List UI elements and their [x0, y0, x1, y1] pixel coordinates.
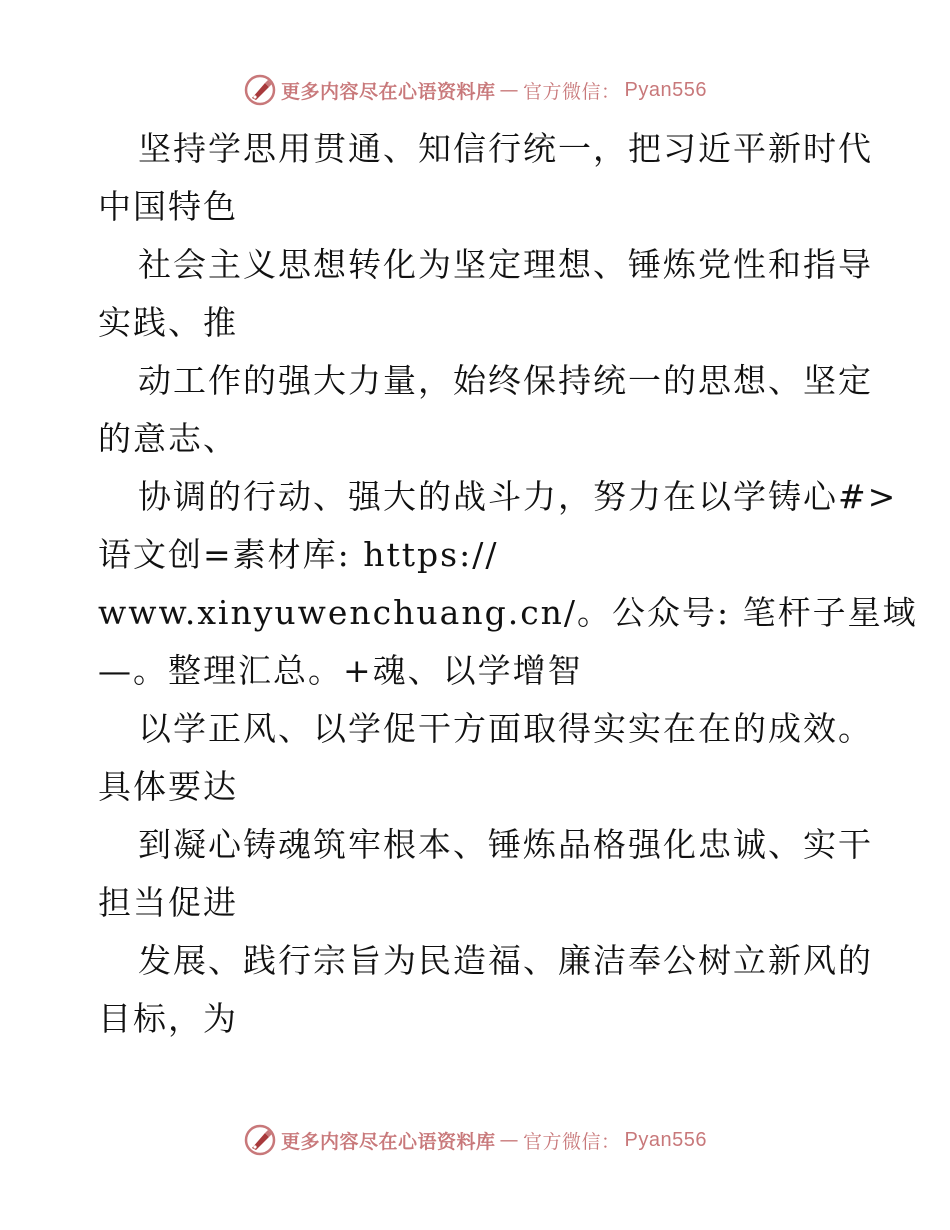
body-line: 到凝心铸魂筑牢根本、锤炼品格强化忠诚、实干 — [138, 825, 873, 864]
header-banner — [0, 70, 950, 110]
banner-slogan: 更多内容尽在心语资料库 — [281, 1130, 496, 1153]
body-line: 语文创=素材库: https:// — [98, 535, 499, 574]
document-body — [98, 120, 918, 1048]
pen-nib-logo-icon — [243, 73, 277, 107]
body-line: 具体要达 — [98, 767, 238, 806]
body-line: 的意志、 — [98, 419, 238, 458]
pen-nib-logo-icon — [243, 1123, 277, 1157]
body-line: 担当促进 — [98, 883, 238, 922]
body-line: —。整理汇总。+魂、以学增智 — [98, 651, 583, 690]
banner-wechat-id: Pyan556 — [624, 1128, 707, 1151]
header-banner-inner — [243, 73, 707, 107]
body-line: 以学正风、以学促干方面取得实实在在的成效。 — [138, 709, 873, 748]
body-line: 社会主义思想转化为坚定理想、锤炼党性和指导 — [138, 245, 873, 284]
body-line: 坚持学思用贯通、知信行统一，把习近平新时代 — [138, 129, 873, 168]
banner-slogan: 更多内容尽在心语资料库 — [281, 80, 496, 103]
body-line: 动工作的强大力量，始终保持统一的思想、坚定 — [138, 361, 873, 400]
body-line: www.xinyuwenchuang.cn/。公众号: 笔杆子星域 — [98, 593, 918, 632]
footer-banner-inner — [243, 1123, 707, 1157]
banner-separator: — — [499, 1129, 520, 1151]
banner-wechat-id: Pyan556 — [624, 78, 707, 101]
body-line: 协调的行动、强大的战斗力，努力在以学铸心#> — [138, 477, 898, 516]
body-line: 实践、推 — [98, 303, 238, 342]
footer-banner — [0, 1120, 950, 1160]
body-line: 中国特色 — [98, 187, 238, 226]
banner-wechat-label: 官方微信： — [523, 1130, 621, 1153]
body-line: 发展、践行宗旨为民造福、廉洁奉公树立新风的 — [138, 941, 873, 980]
banner-separator: — — [499, 79, 520, 101]
body-line: 目标，为 — [98, 999, 238, 1038]
banner-wechat-label: 官方微信： — [523, 80, 621, 103]
